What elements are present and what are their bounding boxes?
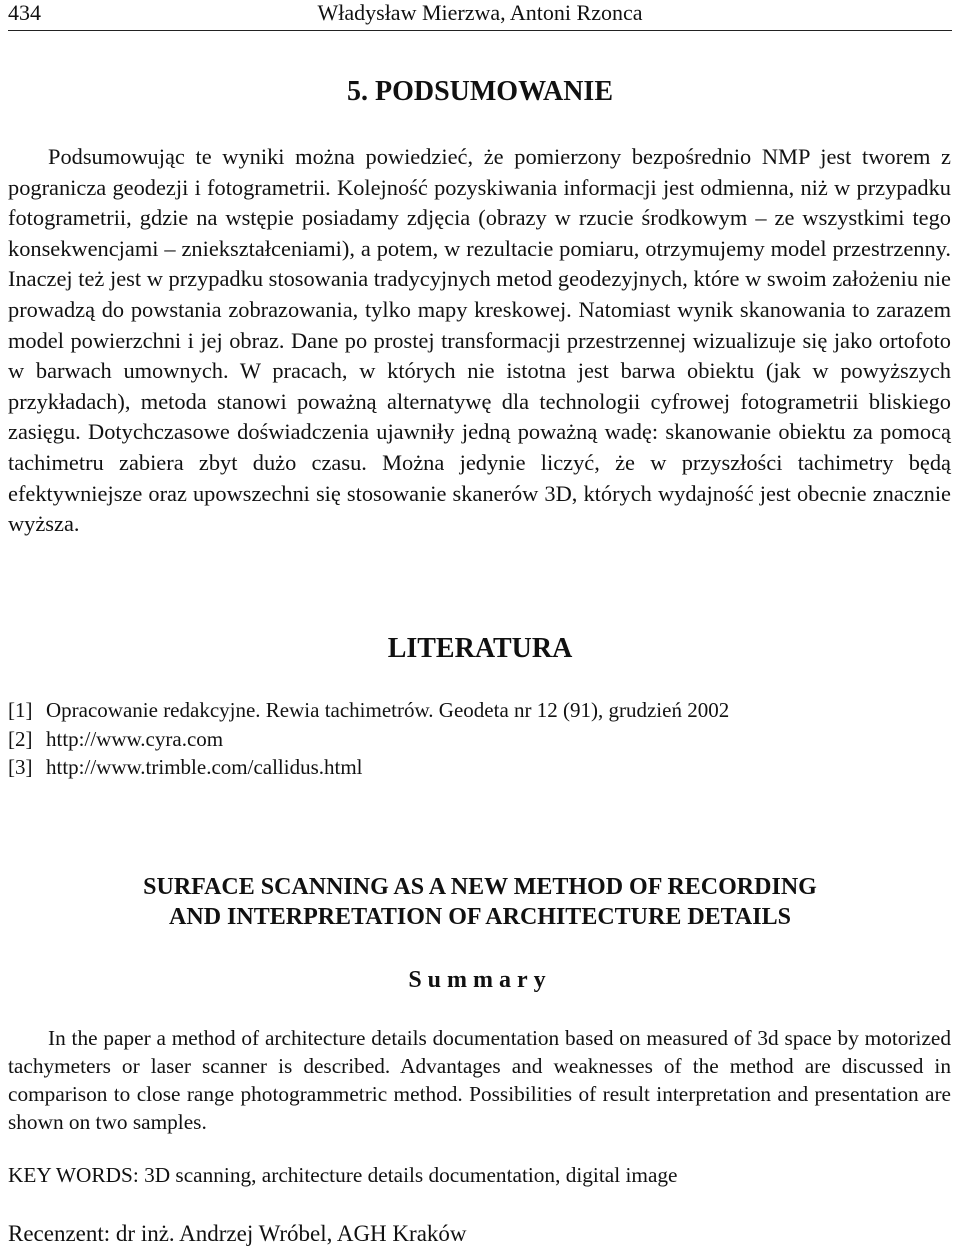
summary-paragraph: In the paper a method of architecture details documentation based on measured of 3d space by motorized tachymeters or laser scanner is described. Advantages and weaknesses of the method are discussed in comparison to close range photogrammetric method. Possibilities of result interpretation and presentation are shown on two samples. (8, 1026, 951, 1134)
header-authors: Władysław Mierzwa, Antoni Rzonca (317, 0, 643, 25)
reference-text: Opracowanie redakcyjne. Rewia tachimetrów. Geodeta nr 12 (91), grudzień 2002 (46, 698, 730, 722)
reference-item (8, 696, 951, 725)
english-title-line-2: AND INTERPRETATION OF ARCHITECTURE DETAILS (169, 904, 791, 930)
reference-number: [2] (8, 726, 33, 751)
reference-link: http://www.cyra.com (46, 726, 224, 751)
literature-heading: LITERATURA (387, 633, 573, 664)
summary-heading: Summary (408, 967, 552, 993)
reference-item (8, 753, 951, 782)
conclusion-heading: 5. PODSUMOWANIE (346, 76, 613, 107)
running-header (8, 0, 952, 31)
reference-item (8, 725, 951, 754)
page-number: 434 (8, 0, 41, 25)
english-title-line-1: SURFACE SCANNING AS A NEW METHOD OF RECORDING (143, 874, 817, 900)
reviewer-line: Recenzent: dr inż. Andrzej Wróbel, AGH Kraków (8, 1221, 467, 1246)
reference-link: http://www.trimble.com/callidus.html (46, 755, 363, 779)
reference-number: [3] (8, 755, 33, 779)
conclusion-paragraph: Podsumowując te wyniki można powiedzieć, że pomierzony bezpośrednio NMP jest tworem z pogranicza geodezji i fotogrametrii. Kolejność pozyskiwania informacji jest odmienna, niż w przypadku fotogrametrii, gdzie na wstępie posiadamy zdjęcia (obrazy w rzucie środkowym – ze wszystkimi tego konsekwencjami – zniekształceniami), a potem, w rezultacie pomiaru, otrzymujemy model przestrzenny. Inaczej też jest w przypadku stosowania tradycyjnych metod geodezyjnych, które w swoim założeniu nie prowadzą do powstania zobrazowania, tylko mapy kreskowej. Natomiast wynik skanowania to zarazem model powierzchni i jej obraz. Dane po prostej transformacji przestrzennej wizualizuje się jako ortofoto w barwach umownych. W pracach, w których nie istotna jest barwa obiektu (jak w powyższych przykładach), metoda stanowi poważną alternatywę dla technologii cyfrowej fotogrametrii bliskiego zasięgu. Dotychczasowe doświadczenia ujawniły jedną poważną wadę: skanowanie obiektu za pomocą tachimetru zabiera zbyt dużo czasu. Można jedynie liczyć, że w przyszłości tachimetry będą efektywniejsze oraz upowszechni się stosowanie skanerów 3D, których wydajność jest obecnie znacznie wyższa. (8, 144, 951, 537)
reference-number: [1] (8, 698, 33, 722)
keywords-line: KEY WORDS: 3D scanning, architecture details documentation, digital image (8, 1163, 678, 1187)
reference-list (8, 696, 951, 782)
